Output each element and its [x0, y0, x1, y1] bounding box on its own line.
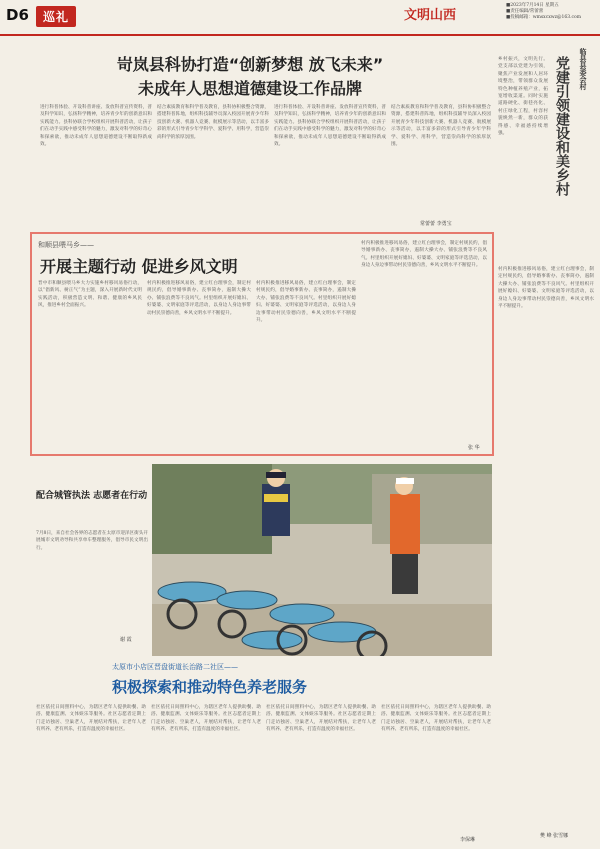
- header-rule: [0, 34, 600, 36]
- top-article-col3: 进行科普体验、开设科普讲座、发放科普宣传资料，普及科学知识，弘扬科学精神，培养青少年的创新意识和实践能力。县科协联合学校组织开展科普活动，让孩子们在动手实践中感受科学的魅力，激发对科学的好奇心和探索欲，推动未成年人思想道德建设不断取得新成效。: [274, 105, 386, 148]
- issue-meta: [506, 3, 581, 21]
- top-article-author: 常蕾蕾 李勇宝: [420, 221, 452, 227]
- highlight-article-col3: 村内积极推进移风易俗，建立红白理事会，制定村规民约，倡导婚事新办、丧事简办，遏制大操大办、铺张浪费等不良风气。村里组织开展好媳妇、好婆婆、文明家庭等评选活动，以身边人身边事带动村民崇德向善，乡风文明水平不断提升。: [256, 281, 356, 324]
- bottom-article-author: 李保琳: [460, 837, 476, 843]
- highlight-article-col4: 村内积极推进移风易俗，建立红白理事会，制定村规民约，倡导婚事新办、丧事简办，遏制大操大办、铺张浪费等不良风气。村里组织开展好媳妇、好婆婆、文明家庭等评选活动，以身边人身边事带动村民崇德向善，乡风文明水平不断提升。: [361, 241, 487, 269]
- side-article-title: 党建引领建设和美乡村: [554, 56, 570, 196]
- bottom-article-title: 积极探索和推动特色养老服务: [112, 678, 308, 696]
- bottom-article-kicker: 太原市小店区晋盘街道长治路二社区——: [112, 663, 238, 671]
- bottom-article-col3: 社区依托日间照料中心，为辖区老年人提供助餐、助浴、健康监测、文体娱乐等服务。社区志愿者定期上门走访独居、空巢老人，开展结对帮扶，让老年人老有所养、老有所乐，打造有温度的幸福社区。: [266, 705, 376, 733]
- top-article-col4: 结合素质教育和科学普及教育，县科协积极整合资源，搭建科普阵地，组织科技辅导员深入校园开展青少年科技创新大赛、机器人竞赛、航模展示等活动，以丰富多彩的形式引导青少年学科学、爱科学、用科学，营造崇尚科学的浓厚氛围。: [391, 105, 491, 148]
- highlight-article-kicker: 和顺县喂马乡——: [38, 241, 94, 249]
- highlight-article-col2: 村内积极推进移风易俗，建立红白理事会，制定村规民约，倡导婚事新办、丧事简办，遏制大操大办、铺张浪费等不良风气。村里组织开展好媳妇、好婆婆、文明家庭等评选活动，以身边人身边事带动村民崇德向善，乡风文明水平不断提升。: [147, 281, 251, 316]
- editor: ■责任编辑/常蕾蕾: [506, 9, 544, 14]
- top-article-col2: 结合素质教育和科学普及教育，县科协积极整合资源，搭建科普阵地，组织科技辅导员深入校园开展青少年科技创新大赛、机器人竞赛、航模展示等活动，以丰富多彩的形式引导青少年学科学、爱科学、用科学，营造崇尚科学的浓厚氛围。: [157, 105, 269, 140]
- highlight-article-title: 开展主题行动 促进乡风文明: [40, 257, 238, 276]
- contact-email: ■投稿邮箱：wmsxcxwz@163.com: [506, 15, 582, 20]
- volunteer-photo-illustration: [152, 464, 492, 656]
- top-article-subtitle: 未成年人思想道德建设工作品牌: [137, 79, 362, 98]
- top-article-title: 岢岚县科协打造“创新梦想 放飞未来”: [116, 55, 384, 74]
- issue-date: ■2023年7月14日 星期五: [506, 3, 559, 8]
- highlight-article-author: 张 华: [468, 445, 480, 451]
- bottom-article-col4: 社区依托日间照料中心，为辖区老年人提供助餐、助浴、健康监测、文体娱乐等服务。社区志愿者定期上门走访独居、空巢老人，开展结对帮扶，让老年人老有所养、老有所乐，打造有温度的幸福社区。: [381, 705, 491, 733]
- photo-caption: 7月8日，来自社会各界的志愿者在太原市迎泽区街头开展城市文明劝导和共享单车整理服务，倡导市民文明出行。: [36, 531, 148, 551]
- photo-article-title: 配合城管执法 志愿者在行动: [36, 491, 148, 501]
- highlight-article-lead: 晋中市和顺县喂马乡大力实施乡村移风易俗行动，以“倡新风、树正气”为主题，深入开展新时代文明实践活动，积极营造文明、和谐、健康的乡风民风，推进乡村全面振兴。: [38, 281, 142, 309]
- section-tag: 巡礼: [36, 6, 76, 27]
- side-article-body: 村内积极推进移风易俗，建立红白理事会，制定村规民约，倡导婚事新办、丧事简办，遏制大操大办、铺张浪费等不良风气。村里组织开展好媳妇、好婆婆、文明家庭等评选活动，以身边人身边事带动村民崇德向善，乡风文明水平不断提升。: [498, 267, 594, 310]
- side-article-author: 樊 峰 张雪娜: [540, 833, 569, 839]
- bottom-article-col1: 社区依托日间照料中心，为辖区老年人提供助餐、助浴、健康监测、文体娱乐等服务。社区志愿者定期上门走访独居、空巢老人，开展结对帮扶，让老年人老有所养、老有所乐，打造有温度的幸福社区。: [36, 705, 146, 733]
- side-article-kicker: 临县县委会村: [579, 48, 587, 90]
- page-number: D6: [6, 6, 29, 24]
- photo-article-author: 谢 霞: [120, 637, 132, 643]
- side-article-intro: 乡村振兴，文明先行。党支部以党建为引领，聚焦产业发展和人居环境整治，带领群众发展特色种植养殖产业，拓宽增收渠道。同时实施道路硬化、街巷亮化、村庄绿化工程，村容村貌焕然一新，群众的获得感、幸福感持续增强。: [498, 57, 548, 137]
- logo: 文明山西: [404, 8, 457, 23]
- top-article-col1: 进行科普体验、开设科普讲座、发放科普宣传资料，普及科学知识，弘扬科学精神，培养青少年的创新意识和实践能力。县科协联合学校组织开展科普活动，让孩子们在动手实践中感受科学的魅力，激发对科学的好奇心和探索欲，推动未成年人思想道德建设不断取得新成效。: [40, 105, 152, 148]
- volunteer-photo: [152, 464, 492, 656]
- bottom-article-col2: 社区依托日间照料中心，为辖区老年人提供助餐、助浴、健康监测、文体娱乐等服务。社区志愿者定期上门走访独居、空巢老人，开展结对帮扶，让老年人老有所养、老有所乐，打造有温度的幸福社区。: [151, 705, 261, 733]
